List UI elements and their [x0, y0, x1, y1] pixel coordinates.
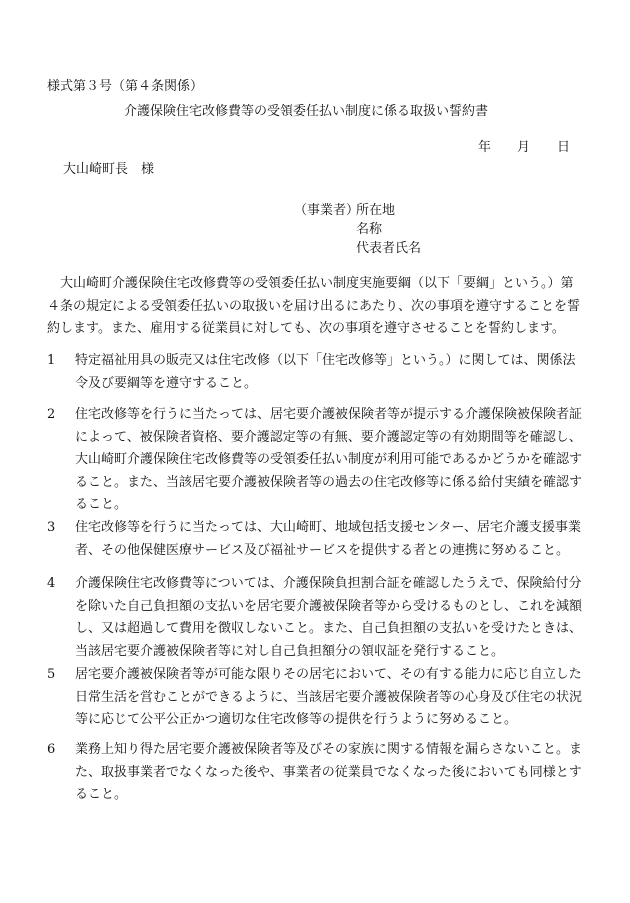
- item-text-content: 居宅要介護被保険者等が可能な限りその居宅において、その有する能力に応じ自立した日常生活を営むことができるように、当該居宅要介護被保険者等の心身及び住宅の状況等に応じて公平公正かつ適切な住宅改修等の提供を行うように努めること。: [75, 667, 583, 727]
- declarant-role: （事業者）: [294, 203, 360, 218]
- item-text-content: 業務上知り得た居宅要介護被保険者等及びその家族に関する情報を漏らさないこと。また、取扱事業者でなくなった後や、事業者の従業員でなくなった後においても同様とすること。: [75, 742, 583, 802]
- item-text: [62, 517, 582, 562]
- item-text-content: 住宅改修等を行うに当たっては、居宅要介護被保険者等が提示する介護保険被保険者証によって、被保険者資格、要介護認定等の有無、要介護認定等の有効期間等を確認し、大山崎町介護保険住宅改修費等の受領委任払い制度が利用可能であるかどうかを確認すること。また、当該居宅要介護被保険者等の過去の住宅改修等に係る給付実績を確認すること。: [75, 407, 583, 512]
- item-text: [62, 664, 582, 732]
- item-number: 5: [47, 667, 56, 682]
- item-text: [62, 573, 582, 663]
- declarant-address-label: 所在地: [356, 203, 396, 218]
- item-number: 4: [47, 576, 56, 591]
- item-number: 3: [47, 520, 56, 535]
- date-day: 日: [557, 140, 571, 155]
- item-text-content: 特定福祉用具の販売又は住宅改修（以下「住宅改修等」という。）に関しては、関係法令及び要綱等を遵守すること。: [75, 353, 576, 391]
- item-text: [62, 739, 582, 807]
- item-text-content: 介護保険住宅改修費等については、介護保険負担割合証を確認したうえで、保険給付分を除いた自己負担額の支払いを居宅要介護被保険者等から受けるものとし、これを減額し、又は超過して費用を徴収しないこと。また、自己負担額の支払いを受けたときは、当該居宅要介護被保険者等に対し自己負担額分の領収証を発行すること。: [75, 576, 583, 659]
- item-number: 1: [47, 353, 56, 368]
- document-title: 介護保険住宅改修費等の受領委任払い制度に係る取扱い誓約書: [124, 104, 489, 119]
- item-number: 2: [47, 407, 56, 422]
- item-text: [62, 350, 582, 395]
- intro-paragraph: 大山崎町介護保険住宅改修費等の受領委任払い制度実施要綱（以下「要綱」という。）第４条の規定による受領委任払いの取扱いを届け出るにあたり、次の事項を遵守することを誓約します。また、雇用する従業員に対しても、次の事項を遵守させることを誓約します。: [47, 276, 581, 336]
- item-number: 6: [47, 742, 56, 757]
- date-month: 月: [517, 140, 531, 155]
- date-year: 年: [478, 140, 492, 155]
- form-label: 様式第３号（第４条関係）: [47, 79, 204, 94]
- declarant-name-label: 名称: [356, 222, 383, 237]
- declarant-rep-label: 代表者氏名: [356, 241, 422, 256]
- addressee: 大山崎町長 様: [63, 162, 155, 177]
- item-text-content: 住宅改修等を行うに当たっては、大山崎町、地域包括支援センター、居宅介護支援事業者、その他保健医療サービス及び福祉サービスを提供する者との連携に努めること。: [75, 520, 581, 558]
- item-text: [62, 404, 582, 517]
